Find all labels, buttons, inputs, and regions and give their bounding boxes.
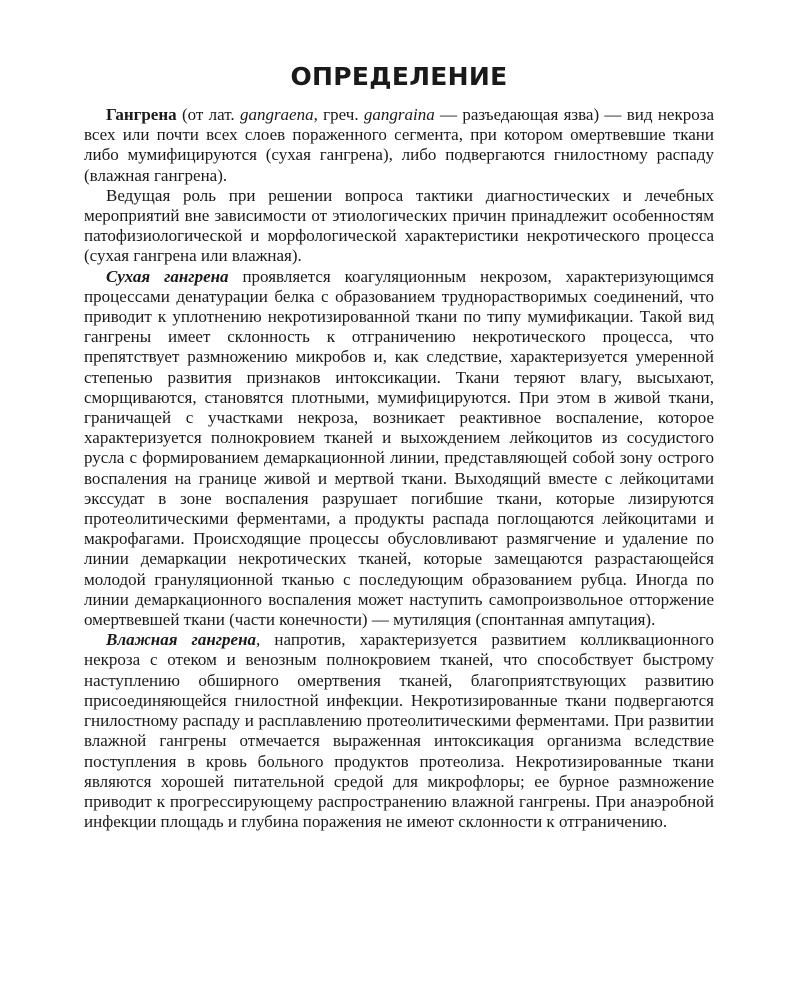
term-gangrene: Гангрена: [106, 105, 177, 124]
term-wet-gangrene: Влажная гангрена: [106, 630, 257, 650]
greek-term: gangraina: [363, 105, 435, 124]
paragraph-wet-gangrene: [84, 630, 714, 832]
paragraph-text: (от лат.: [176, 105, 240, 124]
document-body: [84, 105, 714, 832]
paragraph-text: , греч.: [313, 105, 364, 124]
paragraph-text: проявляется коагуляционным некрозом, характеризующимся процессами денатурации белка с образованием труднорастворимых соединений, что приводит к уплотнению некротизированной ткани по типу мумификации. Такой вид гангрены имеет склонность к отграничению некротического процесса, что препятствует размножению микробов и, как следствие, характеризуется умеренной степенью развития признаков интоксикации. Ткани теряют влагу, высыхают, сморщиваются, становятся плотными, мумифицируются. При этом в живой ткани, граничащей с участками некроза, возникает реактивное воспаление, которое характеризуется полнокровием тканей и выхождением лейкоцитов из сосудистого русла с формированием демаркационной линии, представляющей собой зону острого воспаления на границе живой и мертвой ткани. Выходящий вместе с лейкоцитами экссудат в зоне воспаления разрушает погибшие ткани, которые лизируются протеолитическими ферментами, а продукты распада поглощаются лейкоцитами и макрофагами. Происходящие процессы обусловливают размягчение и удаление по линии демаркации некротических тканей, которые замещаются разрастающейся молодой грануляционной тканью с последующим образованием рубца. Иногда по линии демаркационного воспаления может наступить самопроизвольное отторжение омертвевшей ткани (части конечности) — мутиляция (спонтанная ампутация).: [84, 266, 714, 630]
document-page: [84, 62, 714, 832]
paragraph-text: — разъедающая язва) — вид некроза всех или почти всех слоев пораженного сегмента, при котором омертвевшие ткани либо мумифицируются (сухая гангрена), либо подвергаются гнилостному распаду (влажная гангрена).: [84, 105, 714, 185]
latin-term: gangraena: [239, 105, 314, 124]
paragraph-leading-role: Ведущая роль при решении вопроса тактики диагностических и лечебных мероприятий вне зависимости от этиологических причин принадлежит особенностям патофизиологической и морфологической характеристики некротического процесса (сухая гангрена или влажная).: [84, 185, 714, 266]
term-dry-gangrene: Сухая гангрена: [106, 266, 229, 286]
paragraph-definition: [84, 105, 714, 186]
paragraph-text: , напротив, характеризуется развитием колликвационного некроза с отеком и венозным полнокровием тканей, что способствует быстрому наступлению обширного омертвения тканей, благоприятствующих развитию присоединяющейся гнилостной инфекции. Некротизированные ткани подвергаются гнилостному распаду и расплавлению протеолитическими ферментами. При развитии влажной гангрены отмечается выраженная интоксикация организма вследствие поступления в кровь больного продуктов протеолиза. Некротизированные ткани являются хорошей питательной средой для микрофлоры; ее бурное размножение приводит к прогрессирующему распространению влажной гангрены. При анаэробной инфекции площадь и глубина поражения не имеют склонности к отграничению.: [84, 630, 714, 832]
paragraph-dry-gangrene: [84, 267, 714, 631]
page-title: ОПРЕДЕЛЕНИЕ: [290, 62, 508, 91]
